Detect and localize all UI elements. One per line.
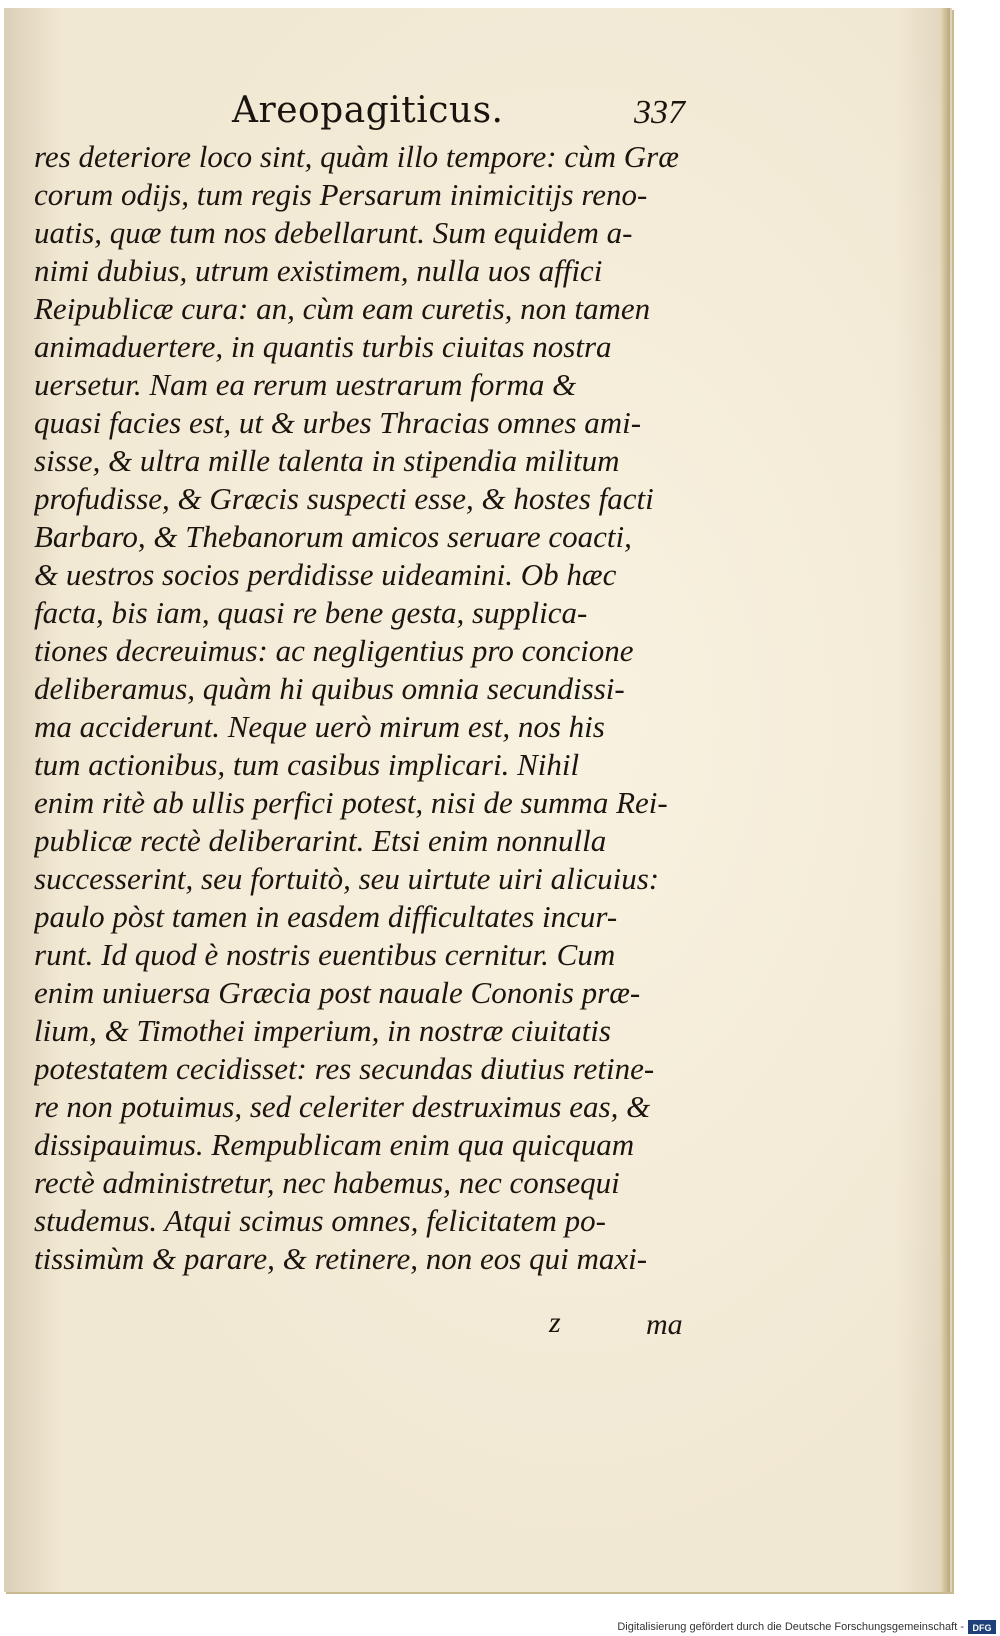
text-line: res deteriore loco sint, quàm illo tempore: cùm Græ [34,139,679,174]
catchword: ma [646,1308,683,1341]
text-line: facta, bis iam, quasi re bene gesta, supplica- [34,595,588,630]
funding-credit: Digitalisierung gefördert durch die Deutsche Forschungsgemeinschaft - [617,1621,964,1633]
text-line: enim uniuersa Græcia post nauale Cononis præ- [34,975,641,1010]
page-edge [940,8,950,1592]
text-line: tum actionibus, tum casibus implicari. Nihil [34,747,580,782]
text-line: sisse, & ultra mille talenta in stipendia militum [34,443,620,478]
text-line: tiones decreuimus: ac negligentius pro concione [34,633,634,668]
text-line: deliberamus, quàm hi quibus omnia secundissi- [34,671,625,706]
digitization-footer [0,1618,1000,1636]
text-line: dissipauimus. Rempublicam enim qua quicquam [34,1127,635,1162]
text-line: quasi facies est, ut & urbes Thracias omnes ami- [34,405,642,440]
text-line: ma acciderunt. Neque uerò mirum est, nos his [34,709,605,744]
dfg-logo: DFG [968,1620,996,1634]
text-line: publicæ rectè deliberarint. Etsi enim nonnulla [34,823,607,858]
text-line: successerint, seu fortuitò, seu uirtute uiri alicuius: [34,861,660,896]
text-line: potestatem cecidisset: res secundas diutius retine- [34,1051,655,1086]
text-line: Barbaro, & Thebanorum amicos seruare coacti, [34,519,632,554]
text-line: rectè administretur, nec habemus, nec consequi [34,1165,620,1200]
text-line: uersetur. Nam ea rerum uestrarum forma & [34,367,577,402]
text-line: studemus. Atqui scimus omnes, felicitatem po- [34,1203,607,1238]
text-line: & uestros socios perdidisse uideamini. Ob hæc [34,557,617,592]
text-line: runt. Id quod è nostris euentibus cernitur. Cum [34,937,616,972]
text-line: re non potuimus, sed celeriter destruximus eas, & [34,1089,651,1124]
text-line: uatis, quæ tum nos debellarunt. Sum equidem a- [34,215,633,250]
running-title: Areopagiticus. [232,90,504,131]
text-line: animaduertere, in quantis turbis ciuitas nostra [34,329,612,364]
text-line: corum odijs, tum regis Persarum inimicitijs reno- [34,177,648,212]
signature-mark: z [549,1306,561,1339]
page-number: 337 [634,94,685,131]
text-line: tissimùm & parare, & retinere, non eos qui maxi- [34,1241,648,1276]
text-line: lium, & Timothei imperium, in nostræ ciuitatis [34,1013,611,1048]
text-line: Reipublicæ cura: an, cùm eam curetis, non tamen [34,291,651,326]
text-line: enim ritè ab ullis perfici potest, nisi de summa Rei- [34,785,668,820]
text-line: paulo pòst tamen in easdem difficultates incur- [34,899,618,934]
book-page [4,8,952,1592]
text-line: nimi dubius, utrum existimem, nulla uos affici [34,253,603,288]
text-line: profudisse, & Græcis suspecti esse, & hostes facti [34,481,654,516]
running-head [4,90,952,138]
body-text [34,138,704,1308]
